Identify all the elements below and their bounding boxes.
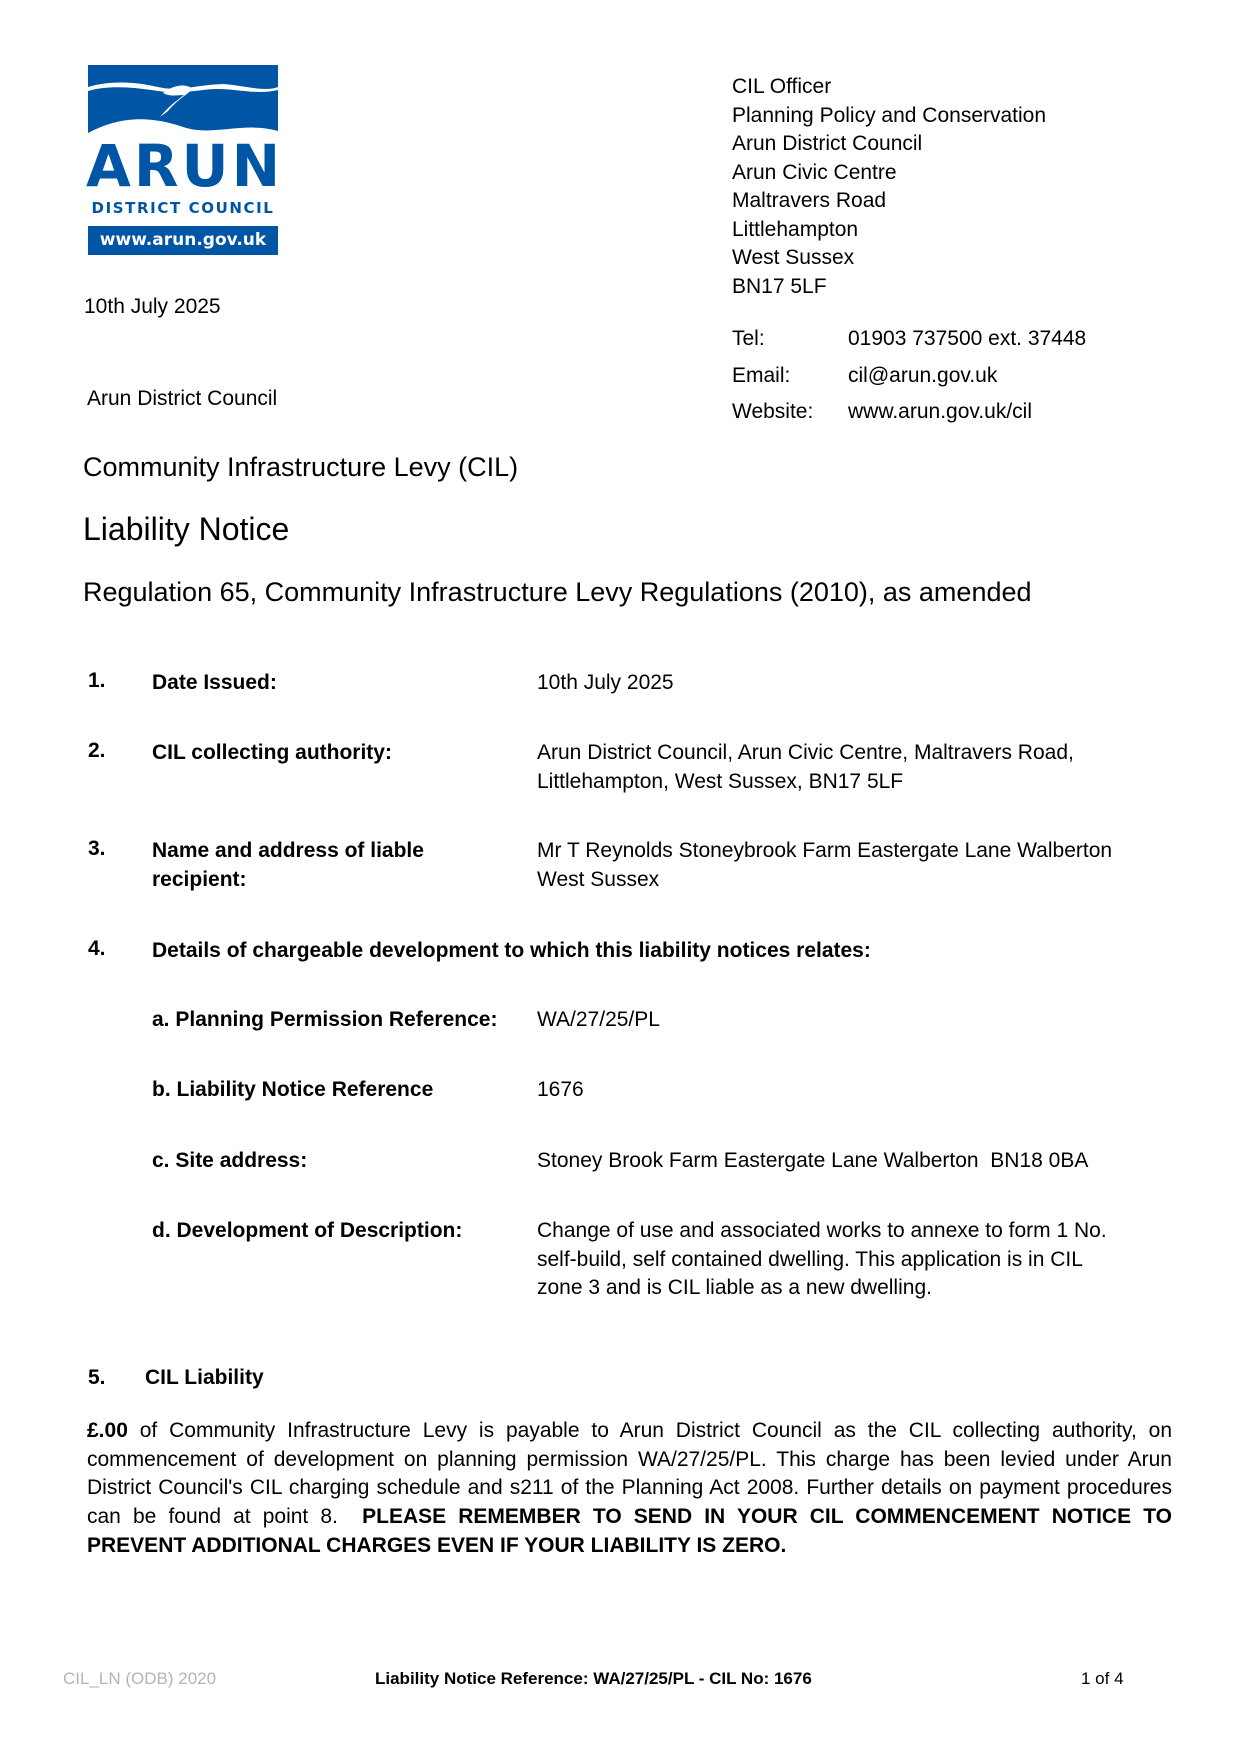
- value-line: zone 3 and is CIL liable as a new dwelling.: [537, 1276, 932, 1299]
- value-line: 1676: [537, 1078, 584, 1101]
- liability-heading: CIL Liability: [145, 1366, 264, 1389]
- address-line: Arun District Council: [732, 132, 923, 155]
- letter-date: 10th July 2025: [84, 295, 221, 318]
- value-line: self-build, self contained dwelling. This application is in CIL: [537, 1247, 1083, 1271]
- item-number: 1.: [88, 669, 106, 692]
- item-label-collecting-authority: CIL collecting authority:: [152, 741, 392, 764]
- item-value-liable-recipient: [537, 837, 1112, 894]
- item-value-date-issued: [537, 669, 674, 698]
- address-line: Arun Civic Centre: [732, 160, 897, 184]
- website-link[interactable]: www.arun.gov.uk/cil: [848, 400, 1033, 423]
- sub-label-development-description: d. Development of Description:: [152, 1219, 463, 1242]
- label-line: Name and address of liable: [152, 839, 424, 862]
- item-number: 4.: [88, 937, 106, 960]
- label-line: recipient:: [152, 867, 247, 891]
- value-line: Mr T Reynolds Stoneybrook Farm Eastergate Lane Walberton: [537, 839, 1113, 862]
- liability-amount: £.00: [87, 1419, 128, 1442]
- value-line: West Sussex: [537, 867, 660, 891]
- sub-label-site-address: c. Site address:: [152, 1149, 308, 1172]
- contact-label: Email:: [732, 364, 791, 387]
- contact-label: Tel:: [732, 327, 765, 350]
- address-line: CIL Officer: [732, 75, 832, 98]
- liability-text: of Community Infrastructure Levy is payable to Arun District Council as the CIL collecting authority, on commencement of development on planning permission WA/27/25/PL. This charge has been levied under Arun District Council's CIL charging schedule and s211 of the Planning Act 2008. Further details on payment procedures can be found at point 8.: [87, 1419, 1178, 1529]
- footer-reference: Liability Notice Reference: WA/27/25/PL - CIL No: 1676: [375, 1669, 812, 1688]
- seagull-wave-emblem-icon: [88, 65, 278, 139]
- contact-email: [732, 364, 997, 388]
- sub-label-planning-ref: a. Planning Permission Reference:: [152, 1008, 498, 1031]
- liability-paragraph: [87, 1417, 1178, 1561]
- address-line: BN17 5LF: [732, 274, 827, 298]
- value-line: 10th July 2025: [537, 671, 674, 694]
- item-label-date-issued: Date Issued:: [152, 671, 277, 694]
- notice-heading: Liability Notice: [83, 511, 290, 547]
- regulation-heading: Regulation 65, Community Infrastructure Levy Regulations (2010), as amended: [83, 577, 1032, 607]
- arun-logo: [86, 65, 284, 255]
- tel-value: 01903 737500 ext. 37448: [848, 327, 1087, 350]
- contact-tel: [732, 327, 1086, 351]
- email-link[interactable]: cil@arun.gov.uk: [848, 364, 998, 387]
- address-line: Maltravers Road: [732, 189, 887, 212]
- logo-subtitle: DISTRICT COUNCIL: [91, 199, 275, 217]
- sub-value-planning-ref: [537, 1006, 660, 1035]
- address-line: Littlehampton: [732, 217, 859, 241]
- address-line: West Sussex: [732, 246, 855, 269]
- item-label-liable-recipient: [152, 837, 424, 894]
- logo-wordmark: ARUN: [86, 132, 284, 200]
- footer-form-code: CIL_LN (ODB) 2020: [63, 1669, 217, 1688]
- value-line: Stoney Brook Farm Eastergate Lane Walberton BN18 0BA: [537, 1149, 1089, 1172]
- logo-url-link[interactable]: www.arun.gov.uk: [88, 226, 278, 255]
- item-value-collecting-authority: [537, 739, 1074, 796]
- value-line: Arun District Council, Arun Civic Centre, Maltravers Road,: [537, 741, 1074, 764]
- item-number: 5.: [88, 1366, 106, 1389]
- item-number: 3.: [88, 837, 106, 860]
- contact-label: Website:: [732, 400, 814, 423]
- document-title: Community Infrastructure Levy (CIL): [83, 452, 519, 482]
- address-line: Planning Policy and Conservation: [732, 103, 1047, 127]
- item-number: 2.: [88, 739, 106, 762]
- contact-website: [732, 400, 1032, 424]
- value-line: Change of use and associated works to annexe to form 1 No.: [537, 1219, 1107, 1242]
- value-line: WA/27/25/PL: [537, 1008, 660, 1031]
- item-label-development-details: Details of chargeable development to which this liability notices relates:: [152, 939, 871, 962]
- letter-recipient: Arun District Council: [87, 387, 278, 410]
- sub-label-liability-ref: b. Liability Notice Reference: [152, 1078, 434, 1101]
- sub-value-liability-ref: [537, 1076, 584, 1105]
- sender-address: [732, 73, 1046, 301]
- footer-page-number: 1 of 4: [1081, 1669, 1124, 1688]
- commencement-warning: PLEASE REMEMBER TO SEND IN YOUR CIL COMMENCEMENT NOTICE TO PREVENT ADDITIONAL CHARGES EVEN IF YOUR LIABILITY IS ZERO.: [87, 1505, 1172, 1557]
- value-line: Littlehampton, West Sussex, BN17 5LF: [537, 769, 904, 793]
- sub-value-development-description: [537, 1217, 1107, 1303]
- sub-value-site-address: [537, 1147, 1088, 1176]
